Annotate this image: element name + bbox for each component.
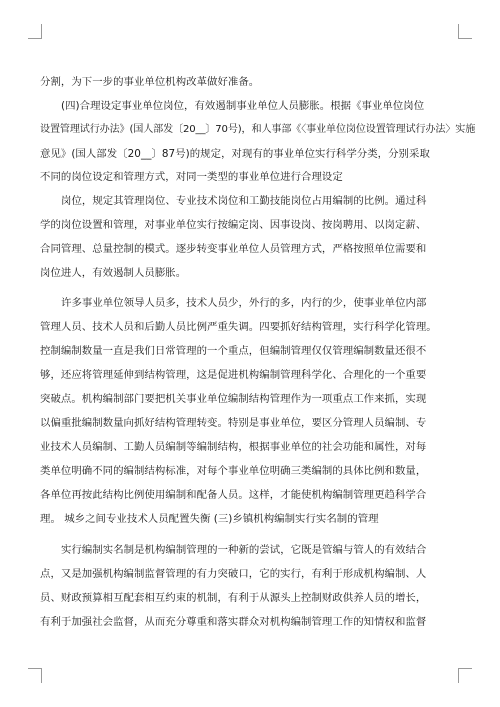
crop-mark-top-left bbox=[28, 38, 42, 39]
crop-mark-top-right bbox=[458, 38, 472, 39]
text-line: 员、财政预算相互配套相互约束的机制，有利于从源头上控制财政供养人员的增长， bbox=[40, 592, 427, 604]
crop-mark-top-right-vertical bbox=[458, 24, 459, 39]
text-line: 管理人员、技术人员和后勤人员比例严重失调。四要抓好结构管理，实行科学化管理。 bbox=[40, 321, 437, 333]
text-line: 类单位明确不同的编制结构标准，对每个事业单位明确三类编制的具体比例和数量， bbox=[40, 465, 427, 477]
crop-mark-bottom-right-vertical bbox=[458, 668, 459, 683]
text-line: 意见》(国人部发〔20__〕87号)的规定，对现有的事业单位实行科学分类，分别采取 bbox=[40, 148, 430, 160]
text-line: 实行编制实名制是机构编制管理的一种新的尝试，它既是管编与管人的有效结合 bbox=[61, 544, 427, 556]
crop-mark-bottom-left-vertical bbox=[41, 668, 42, 683]
text-line: 分割，为下一步的事业单位机构改革做好准备。 bbox=[40, 76, 260, 88]
text-line: 岗位，规定其管理岗位、专业技术岗位和工勤技能岗位占用编制的比例。通过科 bbox=[61, 195, 427, 207]
text-line: 够，还应将管理延伸到结构管理，这是促进机构编制管理科学化、合理化的一个重要 bbox=[40, 369, 427, 381]
crop-mark-top-left-vertical bbox=[41, 24, 42, 39]
text-line: 控制编制数量一直是我们日常管理的一个重点，但编制管理仅仅管理编制数量还很不 bbox=[40, 345, 427, 357]
text-line: (四)合理设定事业单位岗位，有效遏制事业单位人员膨胀。根据《事业单位岗位 bbox=[61, 100, 425, 112]
text-line: 点，又是加强机构编制监督管理的有力突破口，它的实行，有利于形成机构编制、人 bbox=[40, 568, 427, 580]
text-line: 合同管理、总量控制的模式。逐步转变事业单位人员管理方式，严格按照单位需要和 bbox=[40, 243, 427, 255]
text-line: 各单位再按此结构比例使用编制和配备人员。这样，才能使机构编制管理更趋科学合 bbox=[40, 489, 427, 501]
text-line: 设置管理试行办法》(国人部发〔20__〕70号)，和人事部《〈事业单位岗位设置管理试行办法〉实施 bbox=[40, 124, 476, 135]
text-line: 突破点。机构编制部门要把机关事业单位编制结构管理作为一项重点工作来抓，实现 bbox=[40, 393, 427, 405]
text-line: 岗位进人，有效遏制人员膨胀。 bbox=[40, 267, 187, 279]
text-line: 学的岗位设置和管理，对事业单位实行按编定岗、因事设岗、按岗聘用、以岗定薪、 bbox=[40, 219, 427, 231]
text-line: 以偏重批编制数量向抓好结构管理转变。特别是事业单位，要区分管理人员编制、专 bbox=[40, 417, 427, 429]
crop-mark-bottom-left bbox=[28, 668, 42, 669]
text-line: 许多事业单位领导人员多，技术人员少，外行的多，内行的少，使事业单位内部 bbox=[61, 297, 427, 309]
text-line: 理。 城乡之间专业技术人员配置失衡 (三)乡镇机构编制实行实名制的管理 bbox=[40, 513, 379, 525]
text-line: 业技术人员编制、工勤人员编制等编制结构，根据事业单位的社会功能和属性，对每 bbox=[40, 441, 427, 453]
text-line: 不同的岗位设定和管理方式，对同一类型的事业单位进行合理设定 bbox=[40, 171, 343, 183]
crop-mark-bottom-right bbox=[458, 668, 472, 669]
text-line: 有利于加强社会监督，从而充分尊重和落实群众对机构编制管理工作的知情权和监督 bbox=[40, 616, 427, 628]
